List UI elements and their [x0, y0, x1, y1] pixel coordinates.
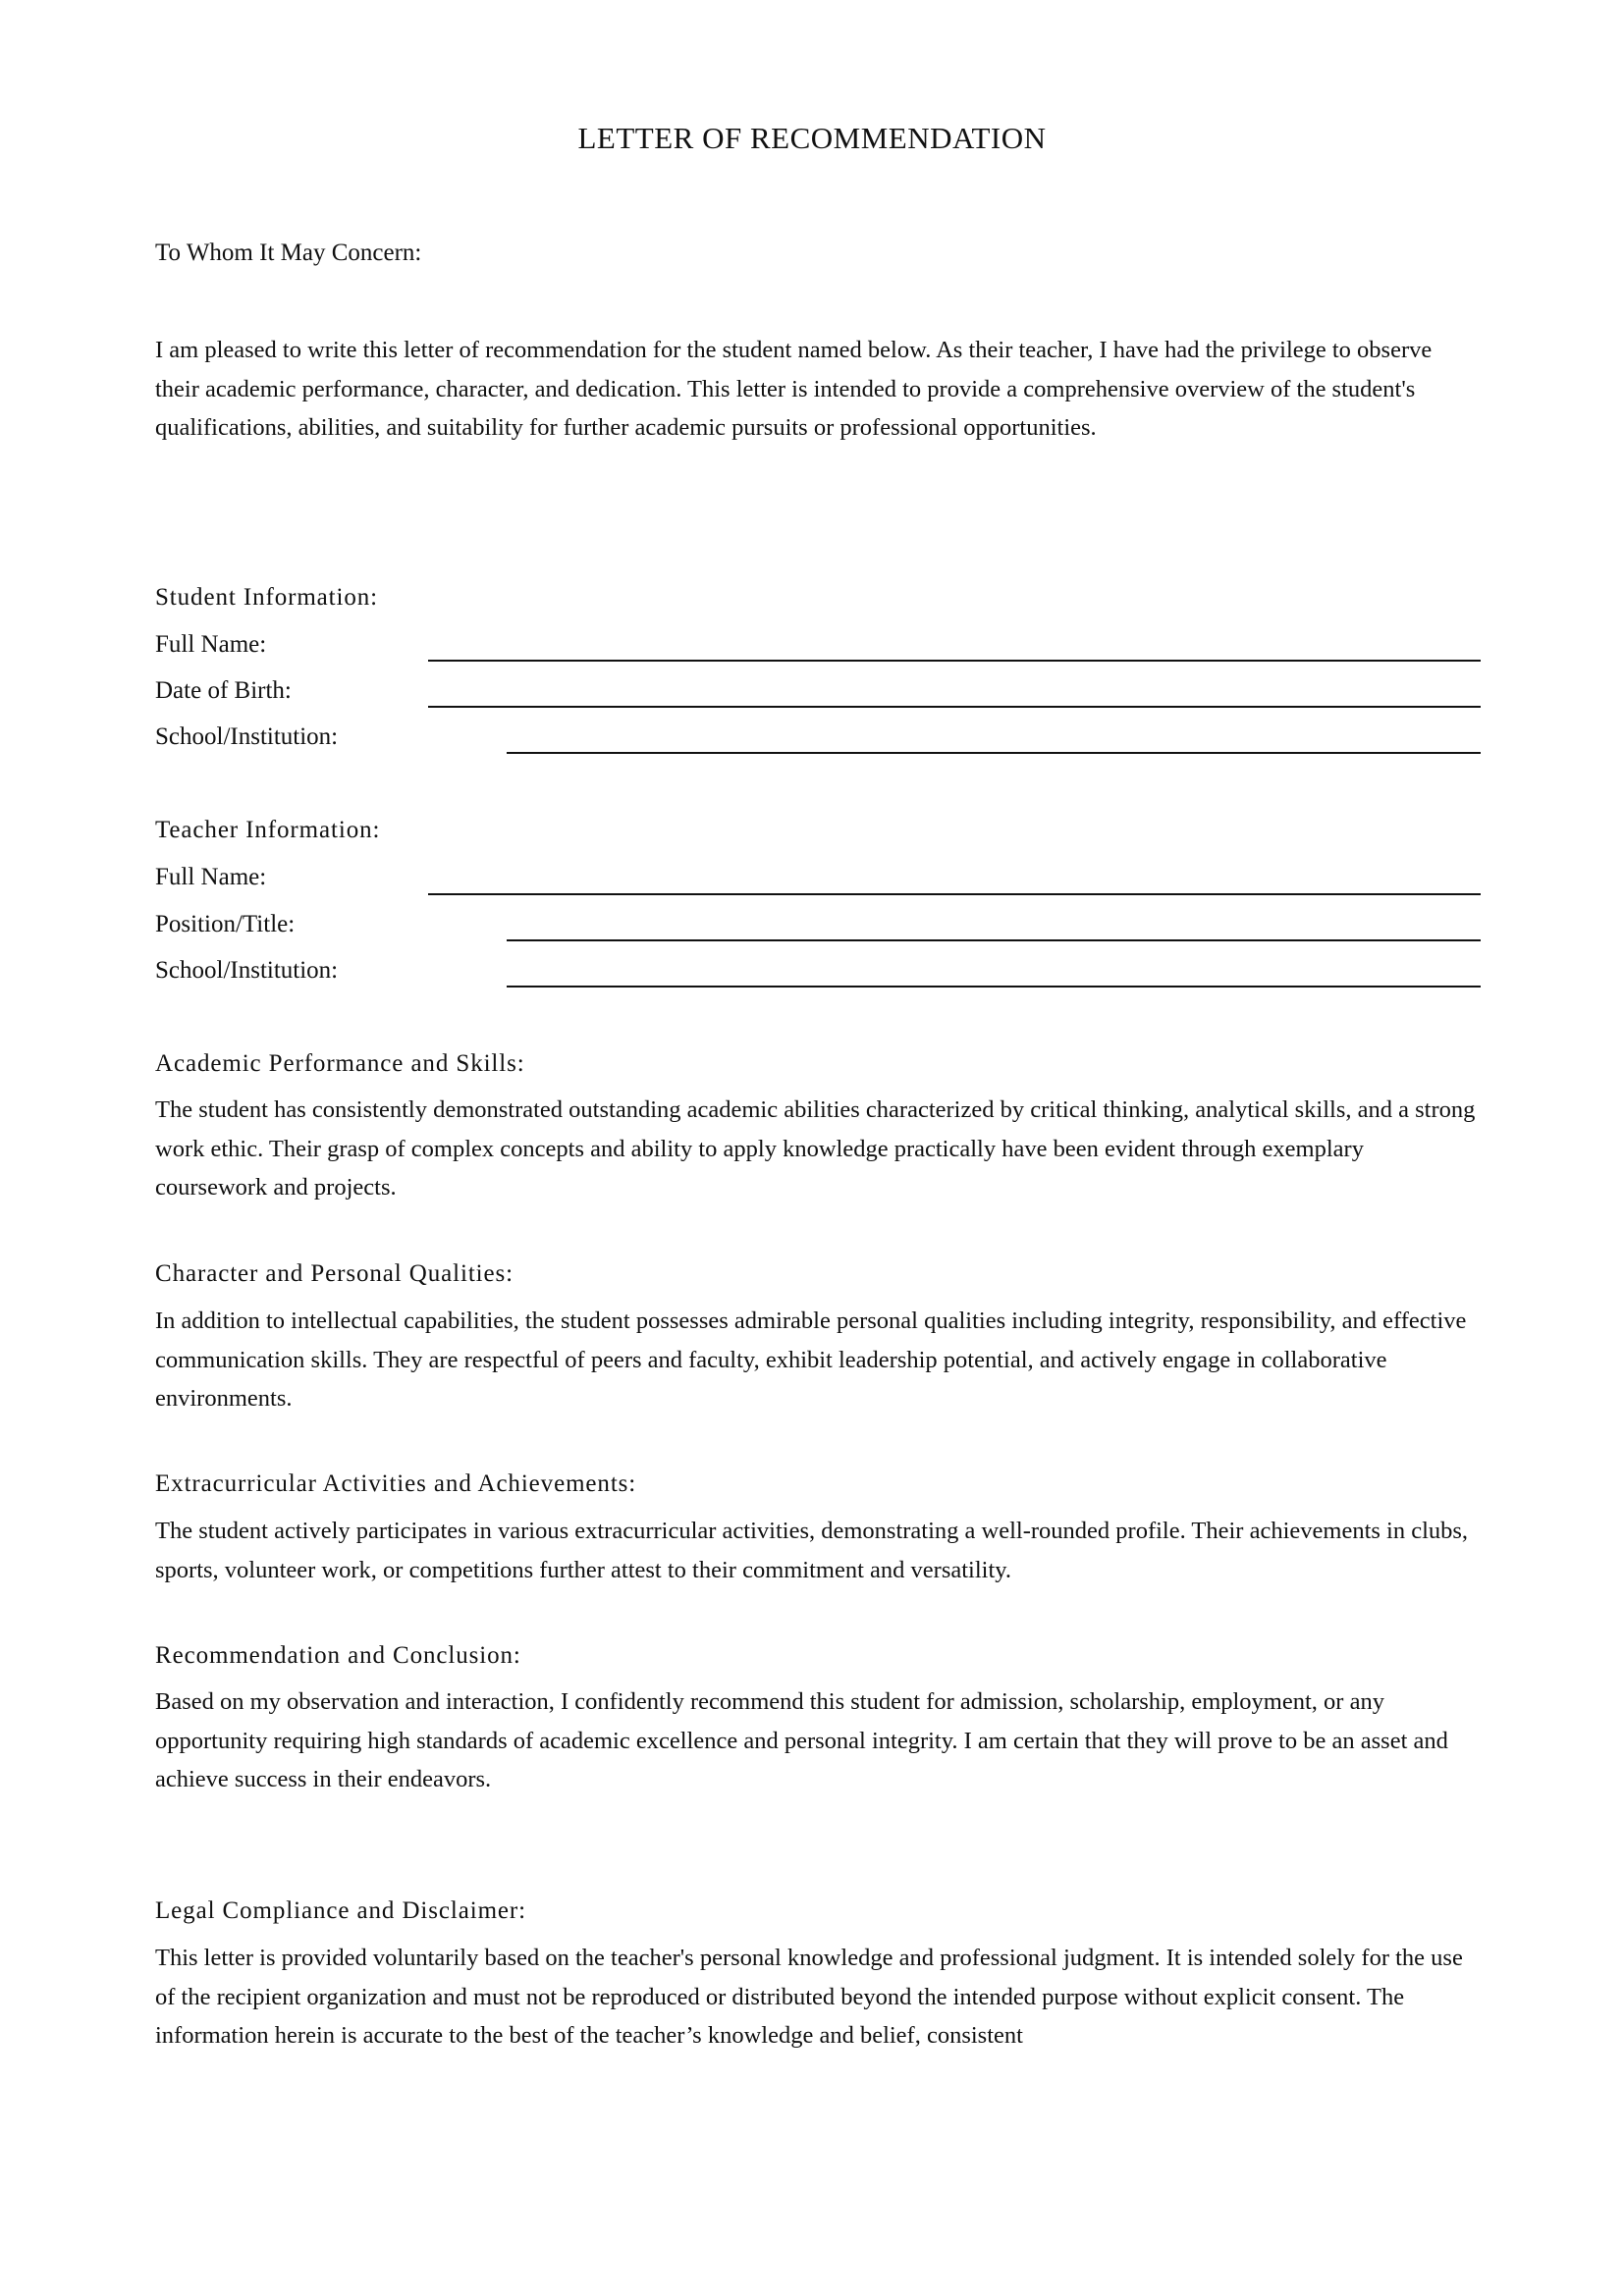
section-heading-recommendation: Recommendation and Conclusion:: [155, 1642, 521, 1669]
intro-paragraph: I am pleased to write this letter of recommendation for the student named below. As their teacher, I have had the privilege to observe their academic performance, character, and dedication. This letter is intended to provide a comprehensive overview of the student's qualifications, abilities, and suitability for further academic pursuits or professional opportunities.: [155, 337, 1433, 441]
section-body-extracurricular: The student actively participates in various extracurricular activities, demonstrating a well-rounded profile. Their achievements in clubs, sports, volunteer work, or competitions further attest to their commitment and versatility.: [155, 1518, 1469, 1583]
teacher-full-name-field[interactable]: [428, 893, 1481, 895]
student-full-name-field[interactable]: [428, 660, 1481, 662]
page-title: LETTER OF RECOMMENDATION: [577, 121, 1047, 155]
salutation: To Whom It May Concern:: [155, 240, 422, 266]
teacher-school-field[interactable]: [507, 986, 1481, 988]
student-school-field[interactable]: [507, 752, 1481, 754]
section-heading-legal: Legal Compliance and Disclaimer:: [155, 1897, 526, 1924]
section-body-academic: The student has consistently demonstrated outstanding academic abilities characterized by critical thinking, analytical skills, and a strong work ethic. Their grasp of complex concepts and ability to apply knowledge practically have been evident through exemplary coursework and projects.: [155, 1096, 1476, 1201]
student-dob-field[interactable]: [428, 706, 1481, 708]
section-body-character: In addition to intellectual capabilities, the student possesses admirable personal qualities including integrity, responsibility, and effective communication skills. They are respectful of peers and faculty, exhibit leadership potential, and actively engage in collaborative environments.: [155, 1308, 1467, 1412]
section-heading-character: Character and Personal Qualities:: [155, 1260, 514, 1287]
section-heading-extracurricular: Extracurricular Activities and Achievements:: [155, 1470, 637, 1497]
section-body-legal: This letter is provided voluntarily based on the teacher's personal knowledge and professional judgment. It is intended solely for the use of the recipient organization and must not be reproduced or distributed beyond the intended purpose without explicit consent. The information herein is accurate to the best of the teacher’s knowledge and belief, consistent: [155, 1945, 1463, 2049]
teacher-position-field[interactable]: [507, 939, 1481, 941]
teacher-full-name-label: Full Name:: [155, 864, 267, 890]
teacher-position-label: Position/Title:: [155, 911, 296, 937]
section-heading-academic: Academic Performance and Skills:: [155, 1050, 525, 1077]
student-school-label: School/Institution:: [155, 723, 339, 750]
student-info-heading: Student Information:: [155, 584, 378, 611]
teacher-info-heading: Teacher Information:: [155, 817, 381, 843]
student-full-name-label: Full Name:: [155, 631, 267, 658]
section-body-recommendation: Based on my observation and interaction, I confidently recommend this student for admission, scholarship, employment, or any opportunity requiring high standards of academic excellence and personal integrity. I am certain that they will prove to be an asset and achieve success in their endeavors.: [155, 1688, 1448, 1792]
teacher-school-label: School/Institution:: [155, 957, 339, 984]
student-dob-label: Date of Birth:: [155, 677, 292, 704]
